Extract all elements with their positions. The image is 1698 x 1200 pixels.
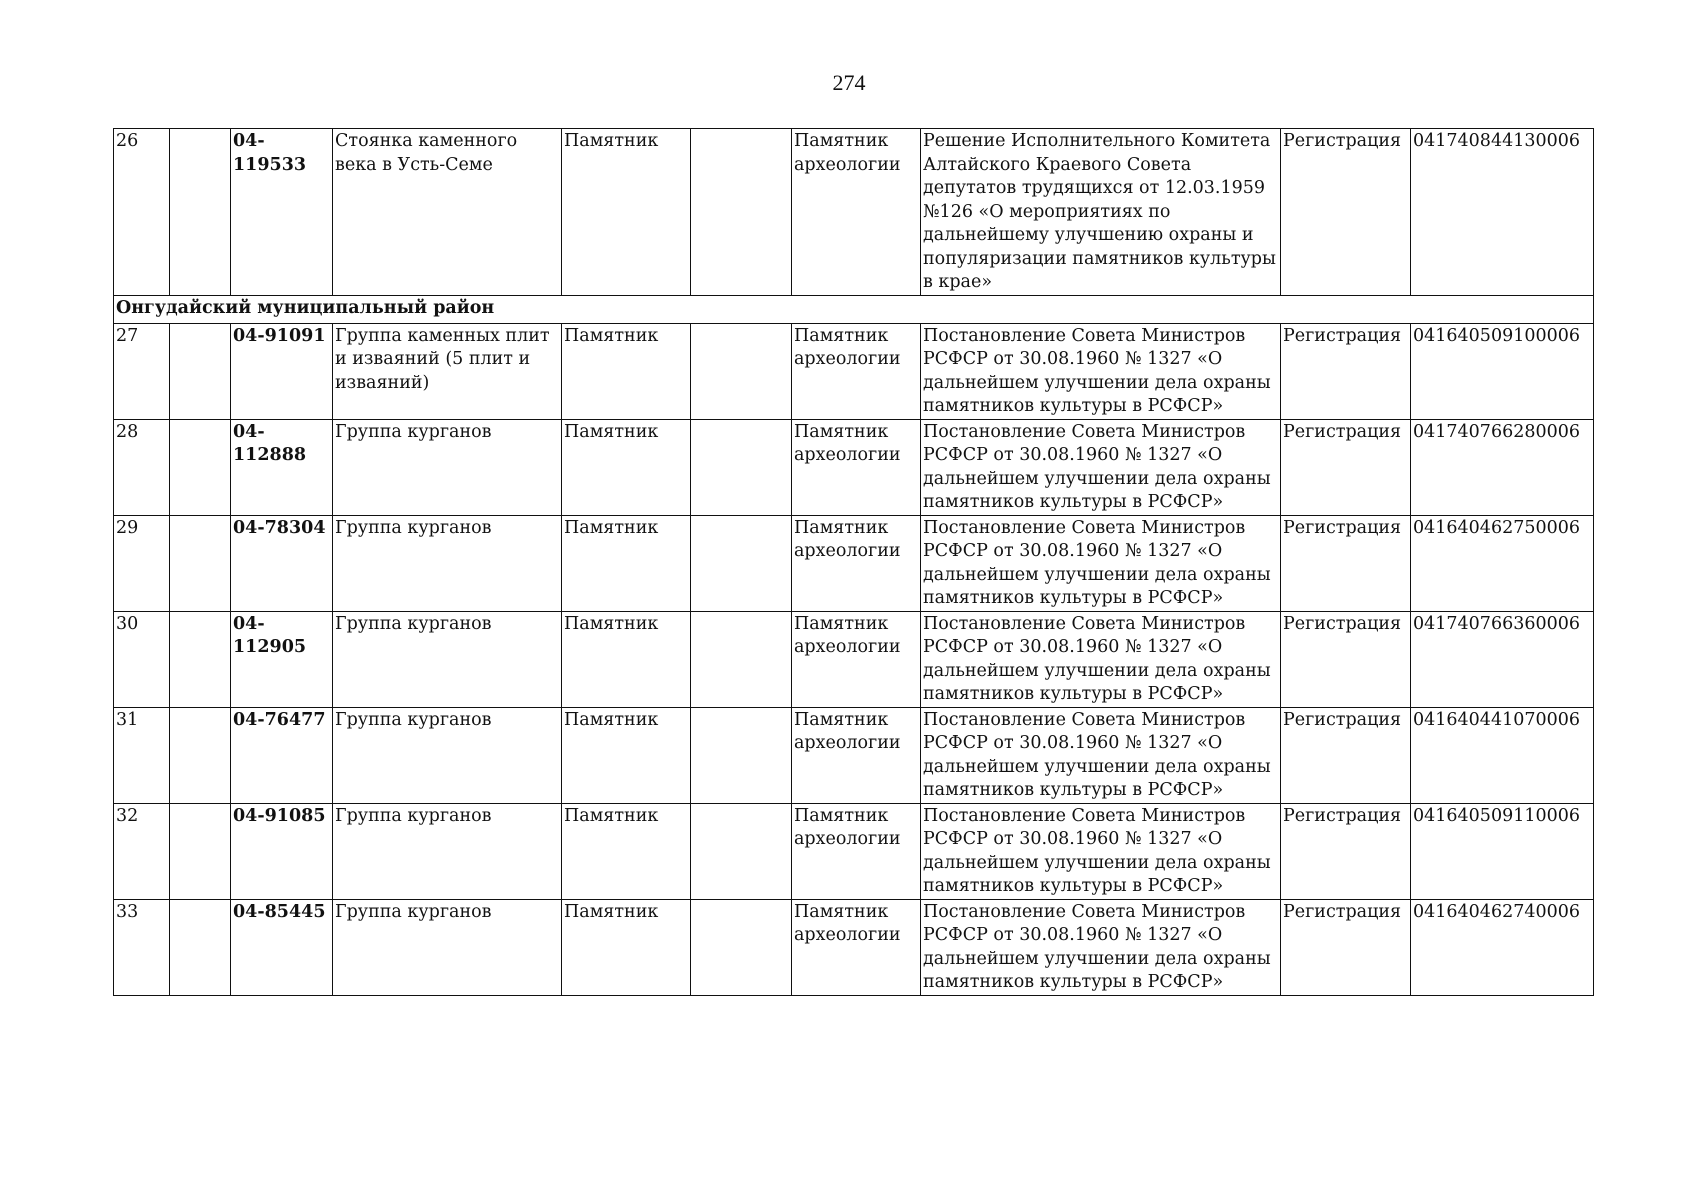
page-number: 274 — [832, 70, 866, 95]
legal-document: Постановление Совета Министров РСФСР от 30.08.1960 № 1327 «О дальнейшем улучшении дела охраны памятников культуры в РСФСР» — [921, 611, 1281, 707]
table-row — [114, 515, 1594, 611]
table-row — [114, 129, 1594, 296]
row-number: 33 — [114, 899, 170, 995]
object-name: Группа курганов — [333, 419, 562, 515]
object-category: Памятник — [562, 419, 691, 515]
object-name: Группа курганов — [333, 707, 562, 803]
status: Регистрация — [1281, 611, 1411, 707]
registry-number: 04-112888 — [231, 419, 333, 515]
blank-cell — [691, 129, 792, 296]
status: Регистрация — [1281, 707, 1411, 803]
table-row — [114, 323, 1594, 419]
status: Регистрация — [1281, 419, 1411, 515]
blank-cell — [691, 515, 792, 611]
registry-code: 041640509110006 — [1411, 803, 1594, 899]
registry-number: 04-78304 — [231, 515, 333, 611]
object-category: Памятник — [562, 323, 691, 419]
object-type: Памятник археологии — [792, 803, 921, 899]
blank-cell — [170, 419, 231, 515]
registry-number: 04-91085 — [231, 803, 333, 899]
object-name: Группа курганов — [333, 515, 562, 611]
blank-cell — [691, 419, 792, 515]
legal-document: Постановление Совета Министров РСФСР от 30.08.1960 № 1327 «О дальнейшем улучшении дела охраны памятников культуры в РСФСР» — [921, 515, 1281, 611]
object-category: Памятник — [562, 611, 691, 707]
registry-number: 04-76477 — [231, 707, 333, 803]
table-row — [114, 419, 1594, 515]
object-type: Памятник археологии — [792, 129, 921, 296]
status: Регистрация — [1281, 515, 1411, 611]
object-category: Памятник — [562, 515, 691, 611]
legal-document: Постановление Совета Министров РСФСР от 30.08.1960 № 1327 «О дальнейшем улучшении дела охраны памятников культуры в РСФСР» — [921, 323, 1281, 419]
registry-code: 041740766280006 — [1411, 419, 1594, 515]
blank-cell — [170, 707, 231, 803]
blank-cell — [691, 323, 792, 419]
row-number: 32 — [114, 803, 170, 899]
object-type: Памятник археологии — [792, 611, 921, 707]
section-title: Онгудайский муниципальный район — [114, 295, 1594, 323]
blank-cell — [691, 611, 792, 707]
status: Регистрация — [1281, 129, 1411, 296]
registry-code: 041740766360006 — [1411, 611, 1594, 707]
section-row — [114, 295, 1594, 323]
row-number: 28 — [114, 419, 170, 515]
object-category: Памятник — [562, 803, 691, 899]
status: Регистрация — [1281, 803, 1411, 899]
object-name: Группа курганов — [333, 803, 562, 899]
registry-number: 04-85445 — [231, 899, 333, 995]
blank-cell — [170, 611, 231, 707]
table-row — [114, 707, 1594, 803]
legal-document: Постановление Совета Министров РСФСР от 30.08.1960 № 1327 «О дальнейшем улучшении дела охраны памятников культуры в РСФСР» — [921, 707, 1281, 803]
object-type: Памятник археологии — [792, 707, 921, 803]
object-name: Группа курганов — [333, 899, 562, 995]
blank-cell — [691, 803, 792, 899]
row-number: 29 — [114, 515, 170, 611]
blank-cell — [691, 899, 792, 995]
registry-code: 041640462740006 — [1411, 899, 1594, 995]
table-row — [114, 899, 1594, 995]
registry-code: 041640462750006 — [1411, 515, 1594, 611]
object-category: Памятник — [562, 129, 691, 296]
registry-code: 041640509100006 — [1411, 323, 1594, 419]
row-number: 27 — [114, 323, 170, 419]
heritage-registry-table — [113, 128, 1594, 996]
row-number: 30 — [114, 611, 170, 707]
row-number: 26 — [114, 129, 170, 296]
registry-number: 04-119533 — [231, 129, 333, 296]
registry-code: 041740844130006 — [1411, 129, 1594, 296]
legal-document: Постановление Совета Министров РСФСР от 30.08.1960 № 1327 «О дальнейшем улучшении дела охраны памятников культуры в РСФСР» — [921, 803, 1281, 899]
table-row — [114, 803, 1594, 899]
object-name: Стоянка каменного века в Усть-Семе — [333, 129, 562, 296]
blank-cell — [691, 707, 792, 803]
blank-cell — [170, 515, 231, 611]
blank-cell — [170, 803, 231, 899]
object-type: Памятник археологии — [792, 515, 921, 611]
registry-number: 04-91091 — [231, 323, 333, 419]
registry-code: 041640441070006 — [1411, 707, 1594, 803]
object-name: Группа каменных плит и изваяний (5 плит и изваяний) — [333, 323, 562, 419]
object-type: Памятник археологии — [792, 419, 921, 515]
object-name: Группа курганов — [333, 611, 562, 707]
object-type: Памятник археологии — [792, 899, 921, 995]
legal-document: Постановление Совета Министров РСФСР от 30.08.1960 № 1327 «О дальнейшем улучшении дела охраны памятников культуры в РСФСР» — [921, 899, 1281, 995]
table-row — [114, 611, 1594, 707]
legal-document: Решение Исполнительного Комитета Алтайского Краевого Совета депутатов трудящихся от 12.03.1959 №126 «О мероприятиях по дальнейшему улучшению охраны и популяризации памятников культуры в крае» — [921, 129, 1281, 296]
object-type: Памятник археологии — [792, 323, 921, 419]
status: Регистрация — [1281, 323, 1411, 419]
status: Регистрация — [1281, 899, 1411, 995]
legal-document: Постановление Совета Министров РСФСР от 30.08.1960 № 1327 «О дальнейшем улучшении дела охраны памятников культуры в РСФСР» — [921, 419, 1281, 515]
blank-cell — [170, 129, 231, 296]
blank-cell — [170, 899, 231, 995]
registry-number: 04-112905 — [231, 611, 333, 707]
blank-cell — [170, 323, 231, 419]
row-number: 31 — [114, 707, 170, 803]
object-category: Памятник — [562, 899, 691, 995]
object-category: Памятник — [562, 707, 691, 803]
